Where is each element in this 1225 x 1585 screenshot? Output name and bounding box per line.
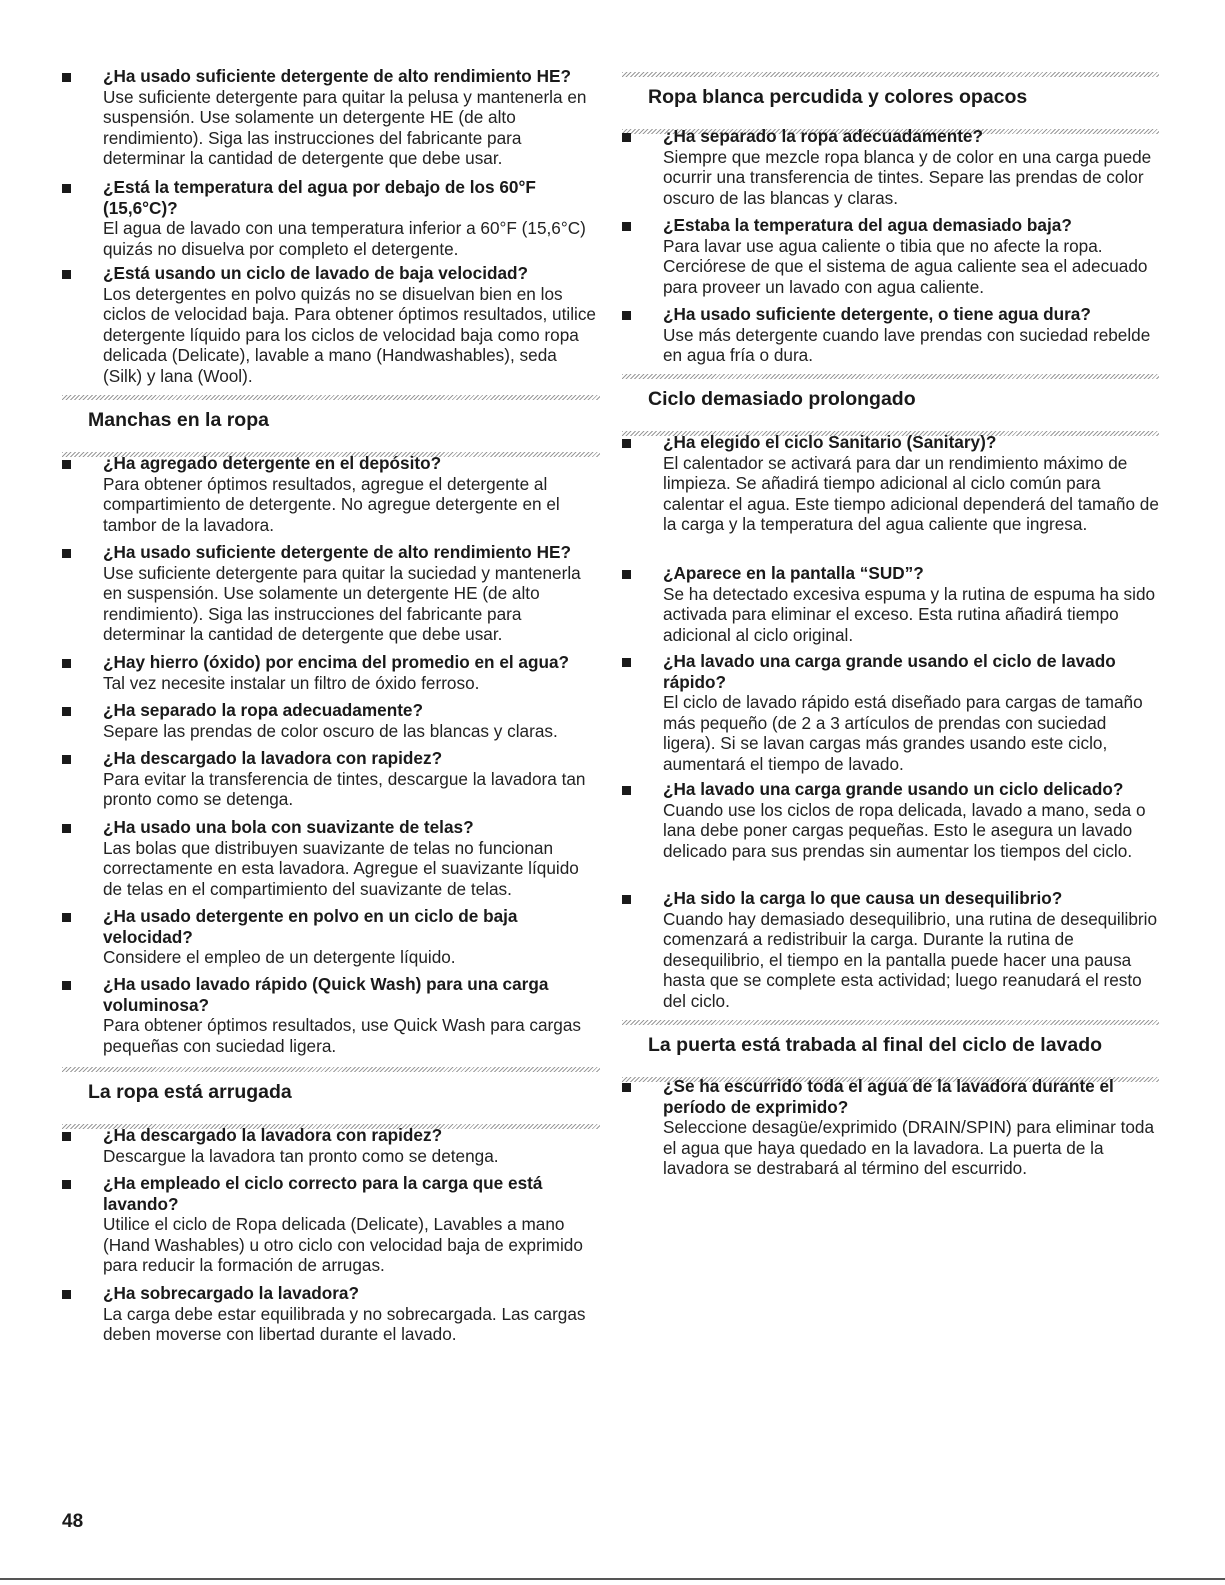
answer: El calentador se activará para dar un rendimiento máximo de limpieza. Se añadirá tiempo adicional al ciclo común para calentar el agua. Este tiempo adicional dependerá del tamaño de la carga y la temperatura del agua caliente que ingresa. (663, 452, 1159, 535)
bullet-icon (622, 1083, 631, 1092)
list-item (622, 888, 1159, 1012)
bullet-icon (622, 658, 631, 667)
list-item (62, 453, 600, 535)
question: ¿Ha usado suficiente detergente, o tiene agua dura? (663, 304, 1091, 324)
bullet-icon (62, 913, 71, 922)
bullet-icon (62, 549, 71, 558)
section-header (622, 1020, 1159, 1082)
bullet-icon (62, 755, 71, 764)
bullet-icon (622, 570, 631, 579)
bullet-icon (62, 981, 71, 990)
list-item (62, 817, 600, 899)
list-item (622, 215, 1159, 297)
list-item (62, 652, 600, 693)
list-item (62, 1283, 600, 1345)
answer: Para obtener óptimos resultados, use Quick Wash para cargas pequeñas con suciedad ligera. (103, 1015, 581, 1056)
section-title: La puerta está trabada al final del ciclo de lavado (648, 1034, 1103, 1056)
answer: Las bolas que distribuyen suavizante de telas no funcionan correctamente en esta lavadora. Agregue el suavizante líquido de telas en el compartimiento del suavizante de telas. (103, 837, 579, 899)
bullet-icon (62, 460, 71, 469)
hatch-rule (622, 72, 1159, 77)
answer: El ciclo de lavado rápido está diseñado para cargas de tamaño más pequeño (de 2 a 3 artículos de prendas con suciedad ligera). Si se lavan cargas más grandes usando este ciclo, aumentará el tiempo de lavado. (663, 692, 1143, 774)
answer: Tal vez necesite instalar un filtro de óxido ferroso. (103, 672, 480, 693)
list-item (62, 700, 600, 741)
section-title: La ropa está arrugada (88, 1081, 292, 1103)
bullet-icon (622, 133, 631, 142)
bullet-icon (62, 1290, 71, 1299)
bullet-icon (62, 1132, 71, 1141)
answer: Use suficiente detergente para quitar la suciedad y mantenerla en suspensión. Use solamente un detergente HE (de alto rendimiento). Siga las instrucciones del fabricante para determinar la cantidad de detergente que debe usar. (103, 562, 581, 645)
answer: La carga debe estar equilibrada y no sobrecargada. Las cargas deben moverse con libertad durante el lavado. (103, 1303, 586, 1345)
section-header (62, 1067, 600, 1129)
list-item (62, 177, 600, 259)
question: ¿Ha usado una bola con suavizante de telas? (103, 817, 474, 837)
list-item (62, 66, 600, 169)
list-item (62, 542, 600, 645)
answer: El agua de lavado con una temperatura inferior a 60°F (15,6°C) quizás no disuelva por completo el detergente. (103, 218, 586, 259)
list-item (62, 748, 600, 810)
hatch-rule (62, 1067, 600, 1072)
answer: Use suficiente detergente para quitar la pelusa y mantenerla en suspensión. Use solamente un detergente HE (de alto rendimiento). Siga las instrucciones del fabricante para determinar la cantidad de detergente que debe usar. (103, 86, 587, 169)
list-item (62, 1125, 600, 1166)
answer: Descargue la lavadora tan pronto como se detenga. (103, 1145, 499, 1166)
answer: Cuando use los ciclos de ropa delicada, lavado a mano, seda o lana debe poner cargas pequeñas. Esto le asegura un lavado delicado para sus prendas sin aumentar los tiempos del ciclo. (663, 799, 1146, 861)
answer: Considere el empleo de un detergente líquido. (103, 947, 456, 968)
list-item (622, 432, 1159, 535)
list-item (622, 563, 1159, 645)
answer: Se ha detectado excesiva espuma y la rutina de espuma ha sido activada para eliminar el exceso. Esta rutina añadirá tiempo adicional al ciclo original. (663, 583, 1156, 645)
question: ¿Ha separado la ropa adecuadamente? (663, 126, 983, 146)
question: ¿Ha descargado la lavadora con rapidez? (103, 748, 443, 768)
bullet-icon (62, 73, 71, 82)
question: ¿Ha lavado una carga grande usando un ciclo delicado? (663, 779, 1124, 799)
question: ¿Hay hierro (óxido) por encima del promedio en el agua? (103, 652, 570, 672)
bullet-icon (622, 786, 631, 795)
question: ¿Ha usado suficiente detergente de alto rendimiento HE? (103, 66, 571, 86)
answer: Separe las prendas de color oscuro de las blancas y claras. (103, 720, 558, 741)
question: ¿Está usando un ciclo de lavado de baja velocidad? (103, 263, 529, 283)
list-item (622, 651, 1159, 775)
section-title: Ciclo demasiado prolongado (648, 388, 916, 410)
list-item (622, 779, 1159, 861)
answer: Siempre que mezcle ropa blanca y de color en una carga puede ocurrir una transferencia de tintes. Separe las prendas de color oscuro de las blancas y claras. (663, 146, 1152, 208)
answer: Para lavar use agua caliente o tibia que no afecte la ropa. Cerciórese de que el sistema de agua caliente sea el adecuado para proveer un lavado con agua caliente. (663, 235, 1148, 297)
list-item (62, 974, 600, 1056)
bullet-icon (62, 270, 71, 279)
question: ¿Ha usado detergente en polvo en un ciclo de baja velocidad? (103, 906, 518, 947)
list-item (622, 126, 1159, 208)
bullet-icon (622, 439, 631, 448)
bullet-icon (622, 222, 631, 231)
question: ¿Ha lavado una carga grande usando el ciclo de lavado rápido? (663, 651, 1116, 692)
bullet-icon (62, 824, 71, 833)
section-header (622, 374, 1159, 436)
question: ¿Está la temperatura del agua por debajo de los 60°F (15,6°C)? (103, 177, 536, 218)
section-header (62, 395, 600, 457)
list-item (622, 304, 1159, 366)
bullet-icon (62, 659, 71, 668)
list-item (62, 263, 600, 387)
answer: Para evitar la transferencia de tintes, descargue la lavadora tan pronto como se detenga. (103, 768, 586, 810)
bullet-icon (62, 1180, 71, 1189)
question: ¿Estaba la temperatura del agua demasiado baja? (663, 215, 1072, 235)
section-title: Manchas en la ropa (88, 409, 269, 431)
question: ¿Ha elegido el ciclo Sanitario (Sanitary)? (663, 432, 997, 452)
question: ¿Ha agregado detergente en el depósito? (103, 453, 442, 473)
bullet-icon (62, 184, 71, 193)
answer: Cuando hay demasiado desequilibrio, una rutina de desequilibrio comenzará a redistribuir la carga. Durante la rutina de desequilibrio, el tiempo en la pantalla puede hacer una pausa hasta que se complete esta actividad; luego reanudará el resto del ciclo. (663, 908, 1157, 1011)
question: ¿Ha sobrecargado la lavadora? (103, 1283, 359, 1303)
section-title: Ropa blanca percudida y colores opacos (648, 86, 1028, 108)
question: ¿Ha descargado la lavadora con rapidez? (103, 1125, 443, 1145)
bullet-icon (62, 707, 71, 716)
list-item (62, 906, 600, 968)
question: ¿Ha separado la ropa adecuadamente? (103, 700, 423, 720)
question: ¿Ha empleado el ciclo correcto para la carga que está lavando? (103, 1173, 543, 1214)
question: ¿Aparece en la pantalla “SUD”? (663, 563, 924, 583)
question: ¿Ha usado suficiente detergente de alto rendimiento HE? (103, 542, 571, 562)
answer: Utilice el ciclo de Ropa delicada (Delicate), Lavables a mano (Hand Washables) u otro ciclo con velocidad baja de exprimido para reducir la formación de arrugas. (103, 1214, 583, 1276)
page-number: 48 (62, 1511, 84, 1532)
answer: Los detergentes en polvo quizás no se disuelvan bien en los ciclos de velocidad baja. Para obtener óptimos resultados, utilice detergente líquido para los ciclos de velocidad baja como ropa delicada (Delicate), lavable a mano (Handwashables), seda (Silk) y lana (Wool). (103, 283, 596, 386)
answer: Use más detergente cuando lave prendas con suciedad rebelde en agua fría o dura. (663, 324, 1151, 366)
question: ¿Se ha escurrido toda el agua de la lavadora durante el período de exprimido? (663, 1076, 1114, 1117)
bullet-icon (622, 895, 631, 904)
section-header (622, 72, 1159, 134)
answer: Para obtener óptimos resultados, agregue el detergente al compartimiento de detergente. No agregue detergente en el tambor de la lavadora. (103, 473, 560, 535)
question: ¿Ha usado lavado rápido (Quick Wash) para una carga voluminosa? (103, 974, 549, 1015)
hatch-rule (622, 374, 1159, 379)
question: ¿Ha sido la carga lo que causa un desequilibrio? (663, 888, 1063, 908)
hatch-rule (622, 1020, 1159, 1025)
answer: Seleccione desagüe/exprimido (DRAIN/SPIN) para eliminar toda el agua que haya quedado en la lavadora. La puerta de la lavadora se destrabará al término del escurrido. (663, 1117, 1155, 1179)
list-item (62, 1173, 600, 1276)
list-item (622, 1076, 1159, 1179)
hatch-rule (62, 395, 600, 400)
bullet-icon (622, 311, 631, 320)
bottom-rule (0, 1578, 1225, 1580)
